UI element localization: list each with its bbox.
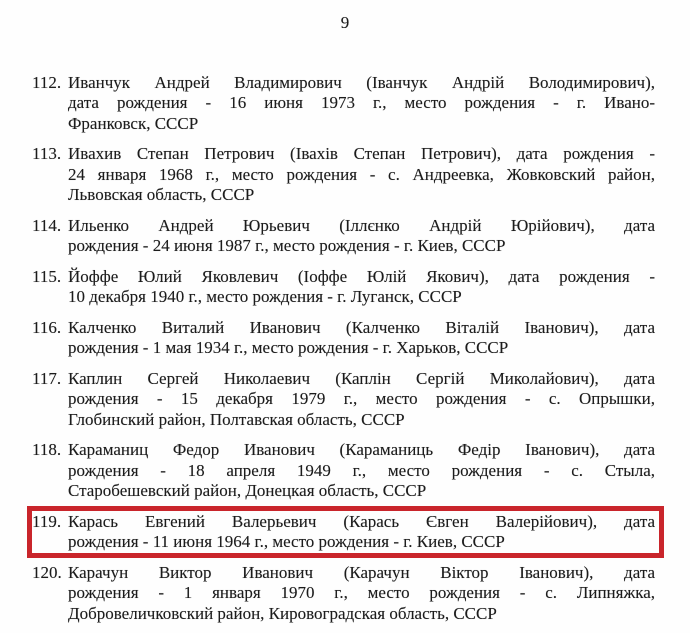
entry-text-line: Карачун Виктор Иванович (Карачун Віктор Іванович), дата xyxy=(68,562,655,582)
entry-text xyxy=(68,512,655,553)
entry-number: 115. xyxy=(32,266,62,286)
entry-number: 119. xyxy=(32,511,62,531)
entry-text-line: дата рождения - 16 июня 1973 г., место рождения - г. Ивано- xyxy=(68,93,655,112)
entry-text-line: Франковск, СССР xyxy=(68,113,199,133)
document-entry xyxy=(32,512,655,553)
entry-text-line: Добровеличковский район, Кировоградская область, СССР xyxy=(68,603,497,623)
entry-number: 120. xyxy=(32,562,62,582)
entry-text-line: рождения - 11 июня 1964 г., место рождения - г. Киев, СССР xyxy=(68,532,505,551)
entry-text-line: Ильенко Андрей Юрьевич (Іллєнко Андрій Юрійович), дата xyxy=(68,215,655,235)
entry-number: 112. xyxy=(32,72,62,92)
entries-list xyxy=(32,73,655,625)
entry-text-line: Караманиц Федор Иванович (Караманиць Федір Іванович), дата xyxy=(68,440,655,459)
entry-number: 116. xyxy=(32,317,62,337)
entry-text-line: Калченко Виталий Иванович (Калченко Віталій Іванович), дата xyxy=(68,317,655,337)
entry-text-line: 10 декабря 1940 г., место рождения - г. Луганск, СССР xyxy=(68,287,462,306)
entry-number: 118. xyxy=(32,440,62,459)
entry-text xyxy=(68,369,655,431)
entry-text-line: рождения - 1 января 1970 г., место рождения - с. Липняжка, xyxy=(68,583,655,602)
entry-text xyxy=(68,144,655,206)
entry-text-line: рождения - 15 декабря 1979 г., место рождения - с. Опрышки, xyxy=(68,389,655,408)
entry-number: 114. xyxy=(32,215,62,235)
entry-text xyxy=(68,440,655,502)
entry-text-line: Карась Евгений Валерьевич (Карась Євген Валерійович), дата xyxy=(68,511,655,531)
entry-number: 117. xyxy=(32,368,62,388)
entry-text-line: Иванчук Андрей Владимирович (Іванчук Андрій Володимирович), xyxy=(68,72,655,92)
entry-text xyxy=(68,73,655,135)
entry-text-line: Львовская область, СССР xyxy=(68,185,255,204)
document-entry xyxy=(32,440,655,502)
entry-text-line: рождения - 24 июня 1987 г., место рождения - г. Киев, СССР xyxy=(68,236,506,255)
entry-text xyxy=(68,563,655,625)
document-entry xyxy=(32,563,655,625)
document-entry xyxy=(32,369,655,431)
document-entry xyxy=(32,216,655,257)
document-entry xyxy=(32,144,655,206)
entry-text-line: рождения - 18 апреля 1949 г., место рождения - с. Стыла, xyxy=(68,460,655,480)
entry-text-line: Каплин Сергей Николаевич (Каплін Сергій Миколайович), дата xyxy=(68,368,655,388)
entry-text xyxy=(68,318,655,359)
document-entry xyxy=(32,318,655,359)
entry-text-line: 24 января 1968 г., место рождения - с. Андреевка, Жовковский район, xyxy=(68,164,655,184)
entry-text xyxy=(68,267,655,308)
entry-text xyxy=(68,216,655,257)
entry-text-line: Старобешевский район, Донецкая область, СССР xyxy=(68,481,427,500)
entry-number: 113. xyxy=(32,144,62,163)
entry-text-line: Ивахив Степан Петрович (Івахів Степан Петрович), дата рождения - xyxy=(68,144,655,163)
document-entry xyxy=(32,73,655,135)
entry-text-line: рождения - 1 мая 1934 г., место рождения - г. Харьков, СССР xyxy=(68,338,509,357)
document-entry xyxy=(32,267,655,308)
entry-text-line: Йоффе Юлий Яковлевич (Іоффе Юлій Якович), дата рождения - xyxy=(68,266,655,286)
entry-text-line: Глобинский район, Полтавская область, СССР xyxy=(68,409,405,429)
page-number: 9 xyxy=(340,13,350,32)
